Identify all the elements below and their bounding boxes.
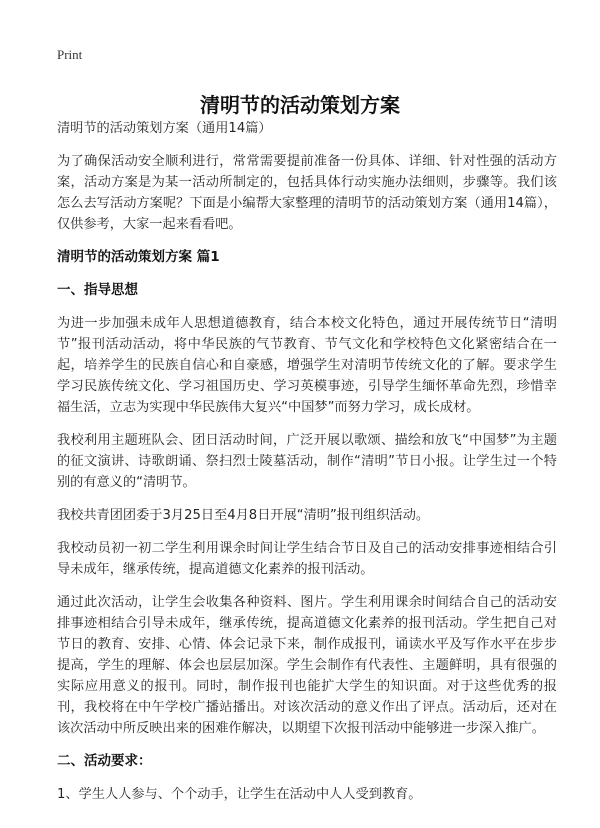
print-link[interactable]: Print xyxy=(57,47,83,62)
body-paragraph-3: 我校共青团团委于3月25日至4月8日开展“清明”报刊组织活动。 xyxy=(57,508,430,523)
body-paragraph-5: 通过此次活动，让学生会收集各种资料、图片。学生利用课余时间结合自己的活动安排事迹相结合引导未成年，继承传统，提高道德文化素养的报刊活动。学生把自己对节日的教育、安排、心情、体会记录下来，制作成报刊，诵读水平及写作水平在步步提高，学生的理解、体会也层层加深。学生会制作有代表性、主题鲜明，具有很强的实际应用意义的报刊。同时，制作报刊也能扩大学生的知识面。对于这些优秀的报刊，我校将在中午学校广播站播出。对该次活动的意义作出了评点。活动后，还对在该次活动中所反映出来的困难作解决，以期望下次报刊活动中能够进一步深入推广。 xyxy=(57,595,557,736)
section-heading: 清明节的活动策划方案 篇1 xyxy=(57,249,220,265)
part2-heading: 二、活动要求： xyxy=(57,753,152,769)
body-paragraph-4: 我校动员初一初二学生利用课余时间让学生结合节日及自己的活动安排事迹相结合引导未成年，继承传统，提高道德文化素养的报刊活动。 xyxy=(57,541,557,577)
requirement-item-1: 1、学生人人参与、个个动手，让学生在活动中人人受到教育。 xyxy=(57,787,422,802)
intro-paragraph: 为了确保活动安全顺利进行，常常需要提前准备一份具体、详细、针对性强的活动方案，活动方案是为某一活动所制定的，包括具体行动实施办法细则，步骤等。我们该怎么去写活动方案呢？下面是小编帮大家整理的清明节的活动策划方案（通用14篇），仅供参考，大家一起来看看吧。 xyxy=(57,154,557,232)
body-paragraph-2: 我校利用主题班队会、团日活动时间，广泛开展以歌颂、描绘和放飞“中国梦”为主题的征文演讲、诗歌朗诵、祭扫烈士陵墓活动，制作“清明”节日小报。让学生过一个特别的有意义的“清明节。 xyxy=(57,433,557,490)
page-title: 清明节的活动策划方案 xyxy=(200,93,400,118)
part1-heading: 一、指导思想 xyxy=(57,282,138,298)
body-paragraph-1: 为进一步加强未成年人思想道德教育，结合本校文化特色，通过开展传统节日“清明节”报刊活动活动，将中华民族的气节教育、节气文化和学校特色文化紧密结合在一起，培养学生的民族自信心和自豪感，增强学生对清明节传统文化的了解。要求学生学习民族传统文化、学习祖国历史、学习英模事迹，引导学生缅怀革命先烈，珍惜幸福生活，立志为实现中华民族伟大复兴“中国梦”而努力学习，成长成材。 xyxy=(57,316,557,415)
article-body xyxy=(57,118,557,817)
article-subtitle: 清明节的活动策划方案（通用14篇） xyxy=(57,121,272,136)
